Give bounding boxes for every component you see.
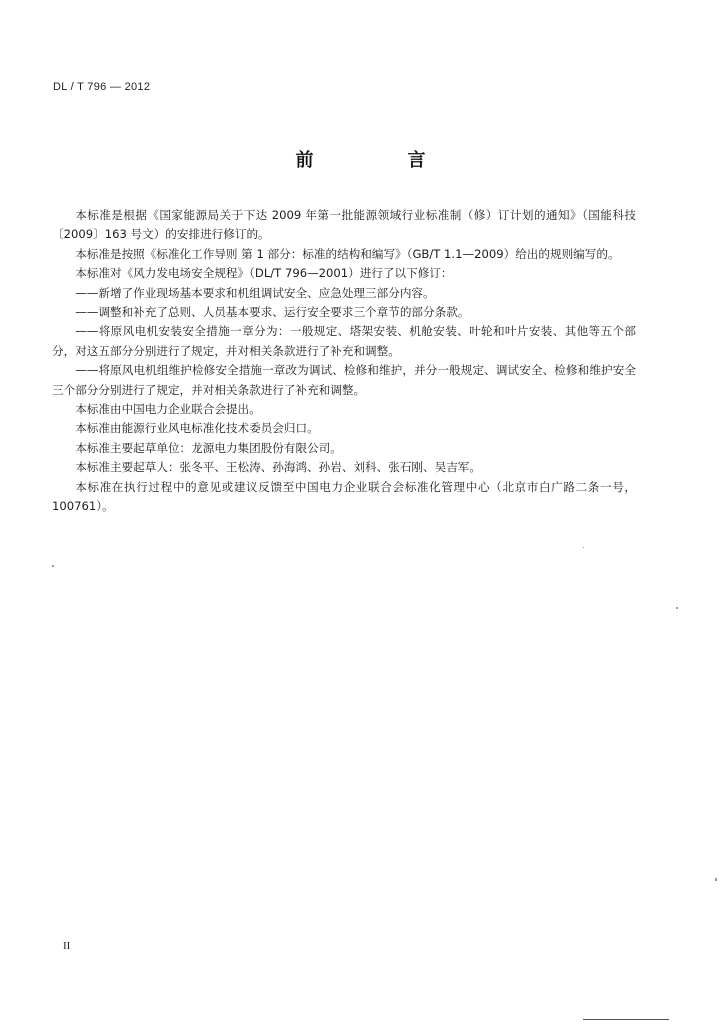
scan-edge-line [583,1019,669,1020]
paragraph: 本标准由中国电力企业联合会提出。 [75,402,261,417]
page-title: 前 言 [295,150,464,171]
revision-item: ——将原风电机组维护检修安全措施一章改为调试、检修和维护，并分一般规定、调试安全、检修和维护安全三个部分分别进行了规定，并对相关条款进行了补充和调整。 [52,363,636,397]
paragraph: 本标准主要起草人：张冬平、王松涛、孙海鸿、孙岩、刘科、张石刚、吴吉军。 [75,460,481,475]
revision-item: ——新增了作业现场基本要求和机组调试安全、应急处理三部分内容。 [75,285,435,300]
paragraph: 本标准是根据《国家能源局关于下达 2009 年第一批能源领域行业标准制（修）订计划的通知》（国能科技〔2009〕163 号文）的安排进行修订的。 [52,208,636,242]
scan-speck [52,565,54,567]
preface-body [52,206,636,517]
revision-item: ——将原风电机安装安全措施一章分为：一般规定、塔架安装、机舱安装、叶轮和叶片安装、其他等五个部分，对这五部分分别进行了规定，并对相关条款进行了补充和调整。 [52,324,636,358]
paragraph: 本标准主要起草单位：龙源电力集团股份有限公司。 [75,440,342,455]
standard-code: DL / T 796 — 2012 [53,81,151,93]
page-number: II [63,940,71,952]
paragraph: 本标准由能源行业风电标准化技术委员会归口。 [75,421,319,436]
paragraph: 本标准在执行过程中的意见或建议反馈至中国电力企业联合会标准化管理中心（北京市白广路二条一号，100761）。 [52,479,636,514]
revision-item: ——调整和补充了总则、人员基本要求、运行安全要求三个章节的部分条款。 [75,305,470,320]
scan-speck [715,878,717,881]
scan-speck [676,607,678,609]
scan-speck [583,547,584,548]
paragraph: 本标准对《风力发电场安全规程》（DL/T 796—2001）进行了以下修订： [75,266,453,281]
paragraph: 本标准是按照《标准化工作导则 第 1 部分：标准的结构和编写》（GB/T 1.1—2009）给出的规则编写的。 [75,246,620,261]
